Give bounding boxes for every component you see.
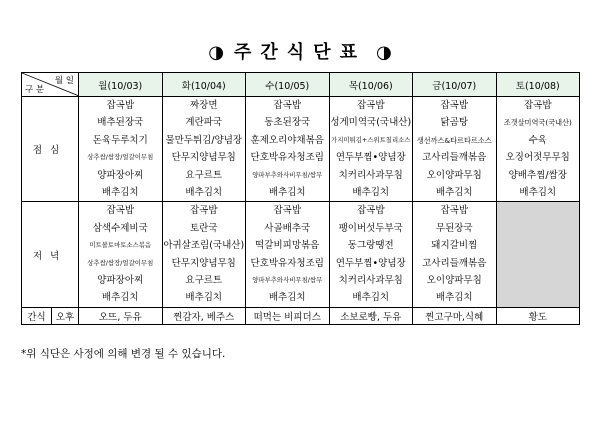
menu-item: 배추김치: [435, 292, 473, 304]
header-corner-cell: [22, 73, 79, 97]
menu-item: 잡곡밥: [523, 100, 552, 111]
snack-time-label: 오후: [52, 307, 79, 324]
menu-item: 배추김치: [101, 187, 139, 199]
menu-item: 배추김치: [185, 292, 223, 304]
menu-item: 상추쌈/쌈장/얼갈이무침: [87, 258, 154, 267]
menu-item: 고사리들깨볶음: [422, 152, 487, 164]
dinner-cell-sat-empty: [496, 202, 580, 307]
menu-item: 동초된장국: [264, 117, 311, 129]
menu-item: 치커리사과무침: [338, 169, 403, 181]
dinner-cell-thu: [329, 202, 413, 307]
menu-item: 사골배추국: [264, 222, 311, 234]
menu-item: 토란국: [189, 222, 218, 234]
menu-item: 고사리들깨볶음: [422, 257, 487, 269]
lunch-cell-thu: [329, 97, 413, 202]
menu-item: 양배추찜/쌈장: [508, 169, 567, 181]
lunch-cell-mon: [79, 97, 163, 202]
lunch-row: [22, 97, 580, 202]
corner-label-category: 구 분: [25, 85, 45, 95]
lunch-cell-fri: [413, 97, 497, 202]
menu-item: 돼지갈비찜: [431, 240, 478, 252]
menu-item: 상추쌈/쌈장/얼갈이무침: [87, 153, 154, 162]
menu-item: 배추김치: [101, 292, 139, 304]
page-title: [0, 38, 600, 64]
menu-item: 성게미역국(국내산): [330, 117, 412, 129]
menu-item: 양파부추와사비무침/쌈무: [252, 276, 323, 285]
menu-item: 수육: [528, 134, 547, 146]
menu-item: 잡곡밥: [273, 205, 302, 217]
menu-item: 돈육두루치기: [92, 134, 148, 146]
menu-item: 단호박유자청조림: [250, 152, 324, 164]
snack-cell-fri: 찐고구마,식혜: [413, 307, 497, 324]
menu-item: 잡곡밥: [106, 205, 135, 217]
menu-item: 단호박유자청조림: [250, 257, 324, 269]
menu-item: 훈제오리야채볶음: [250, 134, 324, 146]
day-header-thu: 목(10/06): [329, 73, 413, 97]
day-header-wed: 수(10/05): [246, 73, 330, 97]
menu-item: 떡갈비피망볶음: [255, 240, 320, 252]
menu-item: 단무지양념무침: [171, 257, 236, 269]
menu-item: 배추김치: [268, 187, 306, 199]
menu-item: 조갯살미역국(국내산): [503, 118, 572, 128]
menu-item: 배추김치: [352, 292, 390, 304]
menu-item: 무된장국: [435, 222, 473, 234]
day-header-mon: 월(10/03): [79, 73, 163, 97]
menu-item: 오징어젓무무침: [505, 152, 570, 164]
menu-item: 양파장아찌: [97, 275, 144, 287]
header-row: [22, 73, 580, 97]
menu-item: 아귀살조림(국내산): [163, 240, 245, 252]
menu-item: 잡곡밥: [356, 100, 385, 111]
menu-item: 계란파국: [185, 117, 223, 129]
menu-item: 삼색수제비국: [92, 222, 148, 234]
dinner-label: 저녁: [22, 202, 79, 307]
menu-item: 양파부추와사비무침/쌈무: [252, 170, 323, 179]
lunch-label: 점심: [22, 97, 79, 202]
menu-item: 연두부찜•양념장: [335, 257, 406, 269]
menu-item: 양파장아찌: [97, 169, 144, 181]
weekly-menu-table: [21, 72, 580, 325]
menu-item: 오이양파무침: [426, 169, 482, 181]
menu-item: 가지미튀김+스위트칠리소스: [331, 135, 411, 144]
menu-item: 닭곰탕: [440, 117, 469, 129]
menu-item: 물만두튀김/양념장: [165, 134, 243, 146]
menu-item: 배추김치: [185, 187, 223, 199]
menu-item: 잡곡밥: [356, 205, 385, 217]
menu-item: 오이양파무침: [426, 275, 482, 287]
snack-cell-wed: 떠먹는 비피더스: [246, 307, 330, 324]
day-header-fri: 금(10/07): [413, 73, 497, 97]
menu-item: 배추김치: [268, 292, 306, 304]
snack-row: [22, 307, 580, 324]
snack-cell-thu: 소보로빵, 두유: [329, 307, 413, 324]
snack-cell-tue: 찐감자, 베주스: [162, 307, 246, 324]
snack-label: 간식: [22, 307, 52, 324]
footnote: *위 식단은 사정에 의해 변경 될 수 있습니다.: [21, 348, 226, 360]
menu-item: 생선까스&타르타르소스: [416, 135, 492, 145]
dinner-cell-fri: [413, 202, 497, 307]
menu-item: 잡곡밥: [106, 100, 135, 111]
menu-item: 잡곡밥: [440, 205, 469, 217]
menu-item: 배추김치: [435, 187, 473, 199]
menu-item: 짜장면: [189, 100, 218, 111]
menu-item: 단무지양념무침: [171, 152, 236, 164]
menu-item: 잡곡밥: [273, 100, 302, 111]
half-circle-icon-right: ◑: [375, 42, 392, 63]
menu-item: 잡곡밥: [189, 205, 218, 217]
half-circle-icon-left: ◑: [208, 42, 225, 63]
day-header-tue: 화(10/04): [162, 73, 246, 97]
menu-item: 배추김치: [519, 187, 557, 199]
menu-item: 연두부찜•양념장: [335, 152, 406, 164]
title-text: 주간식단표: [234, 42, 366, 63]
dinner-cell-mon: [79, 202, 163, 307]
menu-item: 요구르트: [185, 275, 223, 287]
lunch-cell-tue: [162, 97, 246, 202]
day-header-sat: 토(10/08): [496, 73, 580, 97]
corner-label-date: 월 일: [54, 76, 74, 86]
menu-item: 배추김치: [352, 187, 390, 199]
dinner-cell-wed: [246, 202, 330, 307]
menu-item: 팽이버섯두부국: [338, 222, 403, 234]
dinner-cell-tue: [162, 202, 246, 307]
snack-cell-mon: 오뜨, 두유: [79, 307, 163, 324]
menu-item: 미트볼토마토소스볶음: [89, 241, 152, 250]
menu-item: 요구르트: [185, 169, 223, 181]
lunch-cell-wed: [246, 97, 330, 202]
menu-item: 잡곡밥: [440, 100, 469, 111]
menu-item: 배추된장국: [97, 117, 144, 129]
menu-item: 동그랑땡전: [347, 240, 394, 252]
dinner-row: [22, 202, 580, 307]
lunch-cell-sat: [496, 97, 580, 202]
snack-cell-sat: 황도: [496, 307, 580, 324]
menu-item: 치커리사과무침: [338, 275, 403, 287]
